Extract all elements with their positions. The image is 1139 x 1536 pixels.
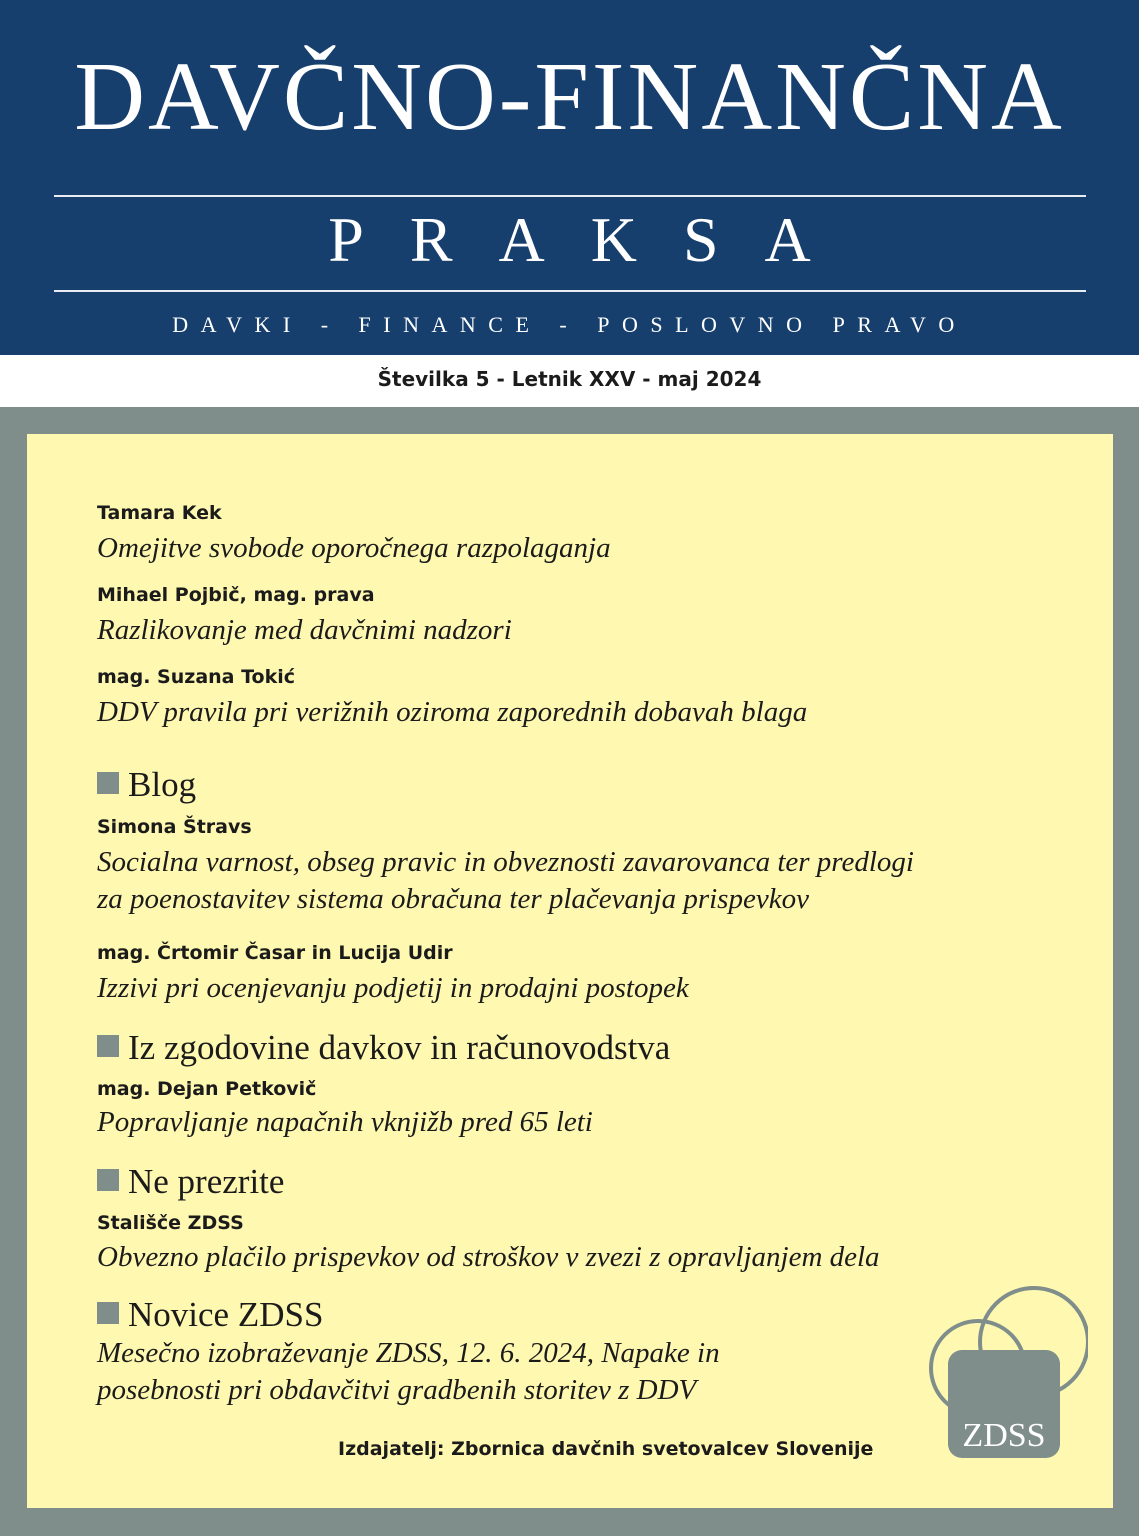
- section-bullet-icon: [97, 772, 119, 794]
- article-title: Razlikovanje med davčnimi nadzori: [97, 614, 512, 646]
- section-heading-history: [97, 1030, 670, 1065]
- article-title: Popravljanje napačnih vknjižb pred 65 leti: [97, 1106, 593, 1138]
- section-heading-label: Iz zgodovine davkov in računovodstva: [128, 1028, 671, 1067]
- section-heading-label: Novice ZDSS: [128, 1295, 324, 1334]
- article-title-line: za poenostavitev sistema obračuna ter plačevanja prispevkov: [97, 883, 809, 915]
- masthead: [0, 0, 1139, 355]
- section-bullet-icon: [97, 1035, 119, 1057]
- article-title-line: Socialna varnost, obseg pravic in obveznosti zavarovanca ter predlogi: [97, 846, 914, 878]
- journal-subtitle: PRAKSA: [328, 204, 857, 275]
- article-title: Izzivi pri ocenjevanju podjetij in prodajni postopek: [97, 972, 689, 1004]
- section-heading-blog: [97, 767, 196, 802]
- logo-text: ZDSS: [962, 1417, 1046, 1454]
- article-author: Mihael Pojbič, mag. prava: [97, 584, 375, 606]
- issue-info: Številka 5 - Letnik XXV - maj 2024: [377, 367, 762, 391]
- article-title-line: Mesečno izobraževanje ZDSS, 12. 6. 2024, Napake in: [97, 1337, 720, 1369]
- article-author: Simona Štravs: [97, 816, 252, 838]
- article-author: Stališče ZDSS: [97, 1212, 244, 1234]
- article-author: Tamara Kek: [97, 502, 222, 524]
- section-bullet-icon: [97, 1169, 119, 1191]
- article-title: DDV pravila pri verižnih oziroma zaporednih dobavah blaga: [97, 696, 808, 728]
- article-title: Omejitve svobode oporočnega razpolaganja: [97, 532, 611, 564]
- section-heading-dont-miss: [97, 1164, 284, 1199]
- article-author: mag. Dejan Petkovič: [97, 1078, 317, 1100]
- article-title: [97, 844, 914, 918]
- article-author: mag. Črtomir Časar in Lucija Udir: [97, 942, 453, 964]
- article-author: mag. Suzana Tokić: [97, 666, 296, 688]
- journal-title: DAVČNO-FINANČNA: [74, 43, 1065, 151]
- masthead-rule-top: [54, 195, 1086, 197]
- publisher-line: Izdajatelj: Zbornica davčnih svetovalcev Slovenije: [338, 1438, 874, 1460]
- article-title: [97, 1335, 720, 1409]
- article-title: Obvezno plačilo prispevkov od stroškov v zvezi z opravljanjem dela: [97, 1241, 880, 1273]
- section-heading-label: Blog: [128, 765, 197, 804]
- section-heading-news: [97, 1297, 323, 1332]
- zdss-logo: [926, 1286, 1088, 1461]
- section-bullet-icon: [97, 1302, 119, 1324]
- article-title-line: posebnosti pri obdavčitvi gradbenih storitev z DDV: [97, 1374, 697, 1406]
- section-heading-label: Ne prezrite: [128, 1162, 285, 1201]
- masthead-rule-bottom: [54, 290, 1086, 292]
- journal-tagline: DAVKI - FINANCE - POSLOVNO PRAVO: [172, 312, 967, 337]
